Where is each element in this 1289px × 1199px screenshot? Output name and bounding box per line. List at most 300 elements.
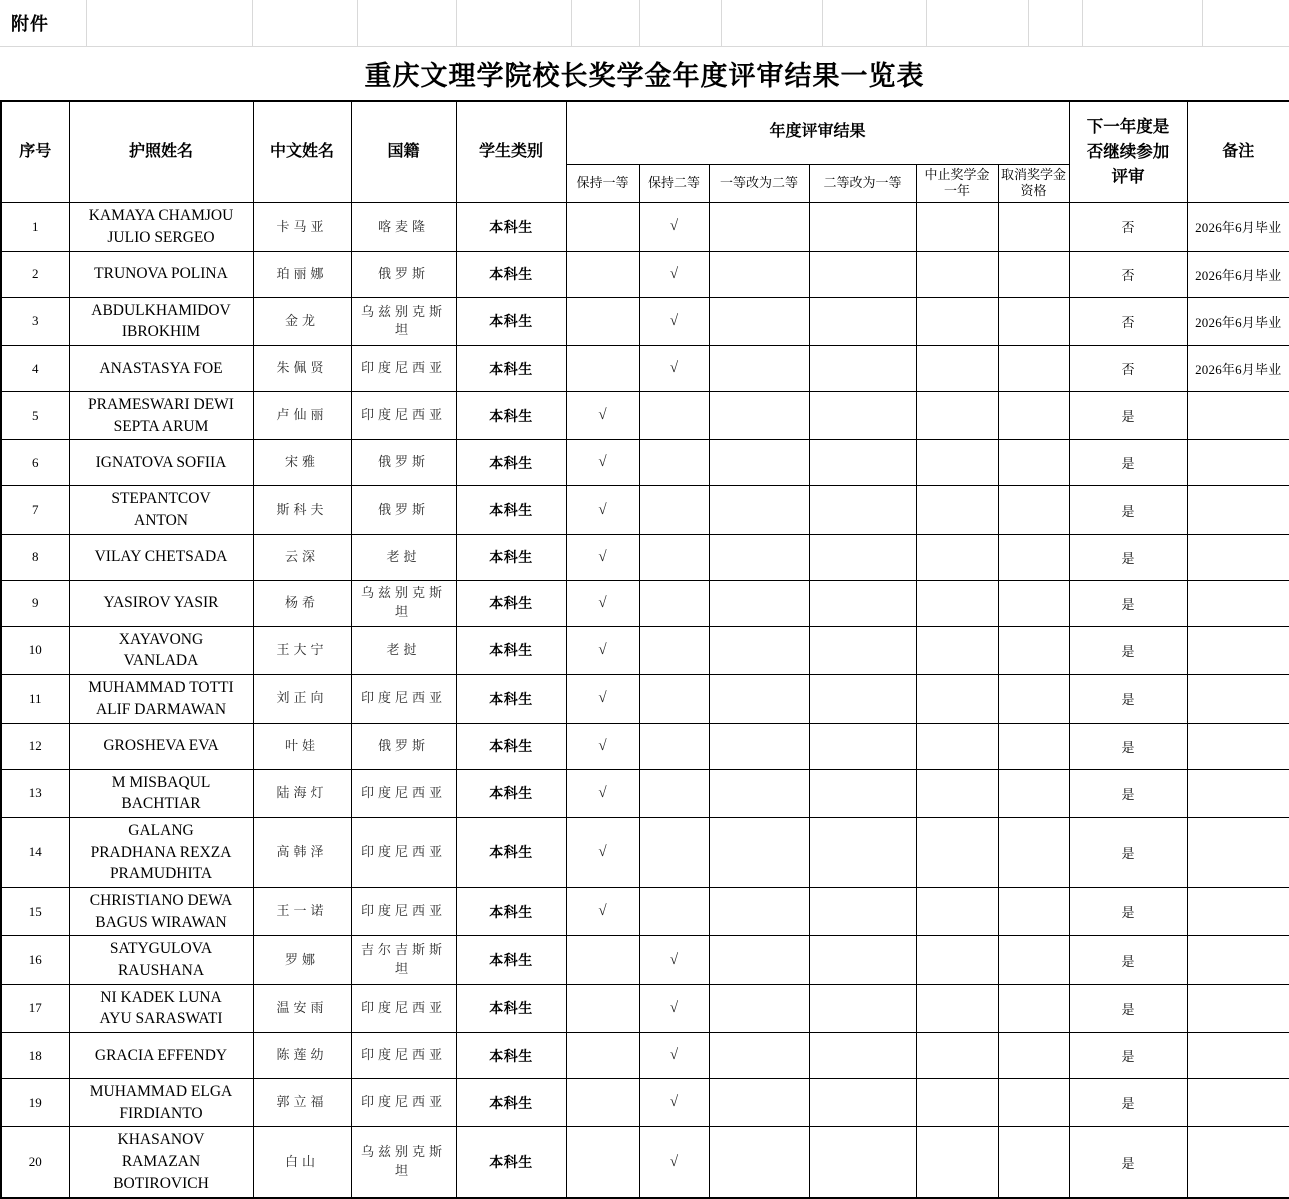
cell-keep-second-class: √ <box>639 984 709 1032</box>
cell-next-year-review: 否 <box>1069 297 1187 345</box>
cell-keep-second-class <box>639 817 709 887</box>
results-table <box>0 100 1289 1199</box>
cell-nationality: 印度尼西亚 <box>351 392 456 440</box>
cell-keep-second-class <box>639 769 709 817</box>
cell-chinese-name: 斯科夫 <box>253 486 351 534</box>
cell-no: 14 <box>1 817 69 887</box>
cell-second-to-first <box>809 626 916 674</box>
cell-cancel-qualification <box>998 626 1069 674</box>
cell-second-to-first <box>809 203 916 251</box>
student-row <box>1 486 1289 534</box>
cell-cancel-qualification <box>998 440 1069 486</box>
cell-first-to-second <box>709 817 809 887</box>
cell-remark <box>1187 626 1289 674</box>
cell-chinese-name: 珀丽娜 <box>253 251 351 297</box>
cell-chinese-name: 王大宁 <box>253 626 351 674</box>
cell-no: 12 <box>1 723 69 769</box>
cell-student-type: 本科生 <box>456 887 566 935</box>
cell-suspend-one-year <box>916 346 998 392</box>
cell-no: 18 <box>1 1033 69 1079</box>
cell-no: 17 <box>1 984 69 1032</box>
cell-suspend-one-year <box>916 626 998 674</box>
cell-next-year-review: 是 <box>1069 1079 1187 1127</box>
cell-second-to-first <box>809 817 916 887</box>
cell-cancel-qualification <box>998 534 1069 580</box>
cell-remark <box>1187 1079 1289 1127</box>
cell-chinese-name: 朱佩贤 <box>253 346 351 392</box>
empty-grid-cell <box>1083 0 1203 46</box>
cell-cancel-qualification <box>998 1033 1069 1079</box>
cell-nationality: 印度尼西亚 <box>351 346 456 392</box>
cell-nationality: 乌兹别克斯坦 <box>351 297 456 345</box>
cell-next-year-review: 是 <box>1069 723 1187 769</box>
cell-remark <box>1187 817 1289 887</box>
cell-passport-name: NI KADEK LUNA AYU SARASWATI <box>69 984 253 1032</box>
empty-grid-cell <box>640 0 722 46</box>
cell-nationality: 俄罗斯 <box>351 251 456 297</box>
cell-first-to-second <box>709 1033 809 1079</box>
col-header-cancel-qualification: 取消奖学金资格 <box>998 164 1069 203</box>
cell-no: 2 <box>1 251 69 297</box>
cell-remark: 2026年6月毕业 <box>1187 203 1289 251</box>
cell-first-to-second <box>709 203 809 251</box>
cell-first-to-second <box>709 346 809 392</box>
cell-chinese-name: 郭立福 <box>253 1079 351 1127</box>
cell-keep-second-class <box>639 486 709 534</box>
col-header-keep-second-class: 保持二等 <box>639 164 709 203</box>
cell-cancel-qualification <box>998 769 1069 817</box>
cell-keep-first-class: √ <box>566 817 639 887</box>
cell-passport-name: SATYGULOVA RAUSHANA <box>69 936 253 984</box>
cell-cancel-qualification <box>998 580 1069 626</box>
cell-keep-second-class: √ <box>639 1033 709 1079</box>
student-row <box>1 580 1289 626</box>
cell-nationality: 印度尼西亚 <box>351 887 456 935</box>
cell-next-year-review: 是 <box>1069 580 1187 626</box>
cell-student-type: 本科生 <box>456 936 566 984</box>
sheet-title: 重庆文理学院校长奖学金年度评审结果一览表 <box>364 61 925 91</box>
cell-chinese-name: 卡马亚 <box>253 203 351 251</box>
empty-grid-cell <box>1203 0 1289 46</box>
cell-suspend-one-year <box>916 887 998 935</box>
cell-student-type: 本科生 <box>456 440 566 486</box>
cell-keep-second-class <box>639 580 709 626</box>
cell-keep-first-class: √ <box>566 887 639 935</box>
cell-chinese-name: 刘正向 <box>253 675 351 723</box>
student-row <box>1 936 1289 984</box>
cell-suspend-one-year <box>916 580 998 626</box>
cell-no: 13 <box>1 769 69 817</box>
cell-passport-name: GRACIA EFFENDY <box>69 1033 253 1079</box>
cell-passport-name: CHRISTIANO DEWA BAGUS WIRAWAN <box>69 887 253 935</box>
student-row <box>1 534 1289 580</box>
cell-first-to-second <box>709 1127 809 1198</box>
cell-first-to-second <box>709 984 809 1032</box>
cell-passport-name: PRAMESWARI DEWI SEPTA ARUM <box>69 392 253 440</box>
cell-second-to-first <box>809 1127 916 1198</box>
cell-keep-first-class: √ <box>566 769 639 817</box>
student-row <box>1 251 1289 297</box>
student-row <box>1 1033 1289 1079</box>
empty-grid-cell <box>722 0 823 46</box>
cell-chinese-name: 温安雨 <box>253 984 351 1032</box>
cell-keep-first-class: √ <box>566 723 639 769</box>
cell-first-to-second <box>709 486 809 534</box>
col-header-nationality: 国籍 <box>351 101 456 203</box>
cell-nationality: 印度尼西亚 <box>351 1033 456 1079</box>
cell-first-to-second <box>709 392 809 440</box>
cell-suspend-one-year <box>916 486 998 534</box>
cell-chinese-name: 陈莲幼 <box>253 1033 351 1079</box>
student-row <box>1 1079 1289 1127</box>
cell-nationality: 俄罗斯 <box>351 723 456 769</box>
cell-next-year-review: 是 <box>1069 675 1187 723</box>
cell-student-type: 本科生 <box>456 534 566 580</box>
header-row-main <box>1 101 1289 164</box>
cell-next-year-review: 是 <box>1069 486 1187 534</box>
empty-grid-cell <box>358 0 457 46</box>
cell-cancel-qualification <box>998 723 1069 769</box>
cell-passport-name: STEPANTCOV ANTON <box>69 486 253 534</box>
cell-keep-first-class: √ <box>566 675 639 723</box>
cell-remark <box>1187 440 1289 486</box>
student-row <box>1 626 1289 674</box>
student-row <box>1 769 1289 817</box>
cell-nationality: 印度尼西亚 <box>351 984 456 1032</box>
cell-passport-name: ABDULKHAMIDOV IBROKHIM <box>69 297 253 345</box>
cell-keep-first-class: √ <box>566 580 639 626</box>
cell-passport-name: XAYAVONG VANLADA <box>69 626 253 674</box>
cell-next-year-review: 否 <box>1069 203 1187 251</box>
cell-nationality: 老挝 <box>351 626 456 674</box>
cell-suspend-one-year <box>916 203 998 251</box>
cell-passport-name: GROSHEVA EVA <box>69 723 253 769</box>
cell-remark <box>1187 769 1289 817</box>
cell-keep-first-class: √ <box>566 392 639 440</box>
cell-first-to-second <box>709 580 809 626</box>
cell-suspend-one-year <box>916 392 998 440</box>
cell-remark <box>1187 887 1289 935</box>
cell-second-to-first <box>809 580 916 626</box>
cell-student-type: 本科生 <box>456 297 566 345</box>
cell-student-type: 本科生 <box>456 769 566 817</box>
cell-suspend-one-year <box>916 675 998 723</box>
cell-cancel-qualification <box>998 936 1069 984</box>
cell-first-to-second <box>709 769 809 817</box>
cell-passport-name: GALANG PRADHANA REXZA PRAMUDHITA <box>69 817 253 887</box>
student-row <box>1 203 1289 251</box>
student-row <box>1 297 1289 345</box>
cell-keep-second-class: √ <box>639 1079 709 1127</box>
cell-passport-name: IGNATOVA SOFIIA <box>69 440 253 486</box>
cell-next-year-review: 是 <box>1069 887 1187 935</box>
cell-second-to-first <box>809 887 916 935</box>
cell-remark: 2026年6月毕业 <box>1187 297 1289 345</box>
cell-chinese-name: 金龙 <box>253 297 351 345</box>
cell-cancel-qualification <box>998 203 1069 251</box>
student-row <box>1 887 1289 935</box>
student-row <box>1 984 1289 1032</box>
cell-chinese-name: 叶娃 <box>253 723 351 769</box>
cell-student-type: 本科生 <box>456 486 566 534</box>
cell-chinese-name: 陆海灯 <box>253 769 351 817</box>
cell-remark <box>1187 675 1289 723</box>
cell-no: 5 <box>1 392 69 440</box>
cell-no: 19 <box>1 1079 69 1127</box>
empty-grid-cell <box>823 0 927 46</box>
cell-second-to-first <box>809 723 916 769</box>
cell-cancel-qualification <box>998 675 1069 723</box>
cell-no: 10 <box>1 626 69 674</box>
student-row <box>1 440 1289 486</box>
cell-keep-second-class <box>639 887 709 935</box>
cell-keep-first-class <box>566 984 639 1032</box>
cell-suspend-one-year <box>916 251 998 297</box>
cell-student-type: 本科生 <box>456 723 566 769</box>
cell-suspend-one-year <box>916 1079 998 1127</box>
cell-no: 20 <box>1 1127 69 1198</box>
cell-chinese-name: 卢仙丽 <box>253 392 351 440</box>
cell-passport-name: ANASTASYA FOE <box>69 346 253 392</box>
col-header-annual-review-result: 年度评审结果 <box>566 101 1069 164</box>
cell-next-year-review: 是 <box>1069 1033 1187 1079</box>
cell-keep-first-class <box>566 203 639 251</box>
cell-chinese-name: 宋雅 <box>253 440 351 486</box>
cell-second-to-first <box>809 534 916 580</box>
col-header-remark: 备注 <box>1187 101 1289 203</box>
cell-keep-second-class: √ <box>639 1127 709 1198</box>
cell-second-to-first <box>809 1079 916 1127</box>
cell-keep-second-class: √ <box>639 251 709 297</box>
cell-chinese-name: 高韩泽 <box>253 817 351 887</box>
cell-student-type: 本科生 <box>456 1127 566 1198</box>
cell-next-year-review: 否 <box>1069 251 1187 297</box>
cell-next-year-review: 是 <box>1069 984 1187 1032</box>
cell-keep-first-class <box>566 251 639 297</box>
cell-passport-name: M MISBAQUL BACHTIAR <box>69 769 253 817</box>
cell-next-year-review: 是 <box>1069 626 1187 674</box>
cell-student-type: 本科生 <box>456 1079 566 1127</box>
cell-next-year-review: 是 <box>1069 817 1187 887</box>
student-row <box>1 392 1289 440</box>
cell-student-type: 本科生 <box>456 626 566 674</box>
cell-cancel-qualification <box>998 1079 1069 1127</box>
cell-no: 4 <box>1 346 69 392</box>
cell-second-to-first <box>809 486 916 534</box>
cell-nationality: 乌兹别克斯坦 <box>351 1127 456 1198</box>
cell-keep-first-class: √ <box>566 534 639 580</box>
cell-no: 16 <box>1 936 69 984</box>
cell-keep-first-class <box>566 297 639 345</box>
cell-chinese-name: 白山 <box>253 1127 351 1198</box>
cell-second-to-first <box>809 936 916 984</box>
cell-next-year-review: 否 <box>1069 346 1187 392</box>
cell-keep-first-class <box>566 936 639 984</box>
cell-suspend-one-year <box>916 936 998 984</box>
cell-nationality: 乌兹别克斯坦 <box>351 580 456 626</box>
cell-student-type: 本科生 <box>456 203 566 251</box>
col-header-next-year-review: 下一年度是否继续参加评审 <box>1069 101 1187 203</box>
empty-grid-cell <box>87 0 253 46</box>
cell-next-year-review: 是 <box>1069 392 1187 440</box>
cell-keep-first-class: √ <box>566 486 639 534</box>
cell-nationality: 俄罗斯 <box>351 440 456 486</box>
cell-keep-first-class <box>566 1127 639 1198</box>
cell-remark <box>1187 1033 1289 1079</box>
cell-second-to-first <box>809 984 916 1032</box>
cell-nationality: 俄罗斯 <box>351 486 456 534</box>
cell-remark <box>1187 534 1289 580</box>
cell-cancel-qualification <box>998 392 1069 440</box>
attachment-label: 附件 <box>0 0 87 46</box>
cell-next-year-review: 是 <box>1069 769 1187 817</box>
cell-nationality: 吉尔吉斯斯坦 <box>351 936 456 984</box>
cell-remark: 2026年6月毕业 <box>1187 346 1289 392</box>
cell-next-year-review: 是 <box>1069 534 1187 580</box>
cell-student-type: 本科生 <box>456 392 566 440</box>
cell-second-to-first <box>809 392 916 440</box>
cell-suspend-one-year <box>916 534 998 580</box>
cell-nationality: 喀麦隆 <box>351 203 456 251</box>
cell-suspend-one-year <box>916 817 998 887</box>
cell-second-to-first <box>809 769 916 817</box>
cell-first-to-second <box>709 675 809 723</box>
cell-cancel-qualification <box>998 346 1069 392</box>
cell-student-type: 本科生 <box>456 1033 566 1079</box>
cell-keep-second-class: √ <box>639 936 709 984</box>
col-header-suspend-one-year: 中止奖学金一年 <box>916 164 998 203</box>
cell-next-year-review: 是 <box>1069 936 1187 984</box>
cell-second-to-first <box>809 251 916 297</box>
col-header-first-to-second: 一等改为二等 <box>709 164 809 203</box>
cell-chinese-name: 王一诺 <box>253 887 351 935</box>
cell-keep-second-class <box>639 440 709 486</box>
cell-suspend-one-year <box>916 769 998 817</box>
cell-no: 1 <box>1 203 69 251</box>
cell-remark: 2026年6月毕业 <box>1187 251 1289 297</box>
cell-keep-second-class <box>639 723 709 769</box>
cell-suspend-one-year <box>916 297 998 345</box>
cell-student-type: 本科生 <box>456 817 566 887</box>
cell-first-to-second <box>709 887 809 935</box>
cell-student-type: 本科生 <box>456 251 566 297</box>
cell-first-to-second <box>709 297 809 345</box>
cell-suspend-one-year <box>916 984 998 1032</box>
col-header-keep-first-class: 保持一等 <box>566 164 639 203</box>
cell-next-year-review: 是 <box>1069 440 1187 486</box>
cell-second-to-first <box>809 675 916 723</box>
cell-cancel-qualification <box>998 251 1069 297</box>
cell-cancel-qualification <box>998 297 1069 345</box>
cell-nationality: 印度尼西亚 <box>351 675 456 723</box>
cell-remark <box>1187 984 1289 1032</box>
col-header-second-to-first: 二等改为一等 <box>809 164 916 203</box>
cell-first-to-second <box>709 440 809 486</box>
cell-second-to-first <box>809 1033 916 1079</box>
cell-no: 3 <box>1 297 69 345</box>
cell-keep-first-class <box>566 346 639 392</box>
cell-keep-second-class <box>639 626 709 674</box>
cell-second-to-first <box>809 440 916 486</box>
cell-no: 8 <box>1 534 69 580</box>
cell-suspend-one-year <box>916 1127 998 1198</box>
cell-suspend-one-year <box>916 440 998 486</box>
cell-nationality: 印度尼西亚 <box>351 817 456 887</box>
cell-first-to-second <box>709 1079 809 1127</box>
cell-first-to-second <box>709 626 809 674</box>
cell-student-type: 本科生 <box>456 675 566 723</box>
cell-keep-second-class: √ <box>639 297 709 345</box>
cell-cancel-qualification <box>998 887 1069 935</box>
cell-suspend-one-year <box>916 1033 998 1079</box>
empty-grid-cell <box>253 0 358 46</box>
student-row <box>1 723 1289 769</box>
cell-student-type: 本科生 <box>456 580 566 626</box>
cell-remark <box>1187 486 1289 534</box>
cell-passport-name: MUHAMMAD ELGA FIRDIANTO <box>69 1079 253 1127</box>
empty-grid-cell <box>572 0 640 46</box>
cell-keep-second-class <box>639 392 709 440</box>
cell-first-to-second <box>709 723 809 769</box>
cell-first-to-second <box>709 534 809 580</box>
cell-passport-name: KHASANOV RAMAZAN BOTIROVICH <box>69 1127 253 1198</box>
cell-student-type: 本科生 <box>456 346 566 392</box>
cell-no: 9 <box>1 580 69 626</box>
cell-keep-first-class: √ <box>566 440 639 486</box>
student-row <box>1 346 1289 392</box>
cell-first-to-second <box>709 251 809 297</box>
cell-second-to-first <box>809 346 916 392</box>
cell-no: 11 <box>1 675 69 723</box>
col-header-student-type: 学生类别 <box>456 101 566 203</box>
cell-remark <box>1187 723 1289 769</box>
empty-grid-cell <box>927 0 1029 46</box>
cell-keep-first-class <box>566 1079 639 1127</box>
cell-keep-second-class <box>639 534 709 580</box>
cell-keep-second-class <box>639 675 709 723</box>
cell-passport-name: YASIROV YASIR <box>69 580 253 626</box>
cell-second-to-first <box>809 297 916 345</box>
cell-next-year-review: 是 <box>1069 1127 1187 1198</box>
student-row <box>1 817 1289 887</box>
cell-passport-name: MUHAMMAD TOTTI ALIF DARMAWAN <box>69 675 253 723</box>
student-row <box>1 675 1289 723</box>
cell-chinese-name: 罗娜 <box>253 936 351 984</box>
cell-no: 7 <box>1 486 69 534</box>
cell-chinese-name: 云深 <box>253 534 351 580</box>
cell-cancel-qualification <box>998 486 1069 534</box>
cell-chinese-name: 杨希 <box>253 580 351 626</box>
cell-nationality: 印度尼西亚 <box>351 1079 456 1127</box>
cell-cancel-qualification <box>998 817 1069 887</box>
cell-cancel-qualification <box>998 984 1069 1032</box>
col-header-no: 序号 <box>1 101 69 203</box>
cell-passport-name: KAMAYA CHAMJOU JULIO SERGEO <box>69 203 253 251</box>
cell-passport-name: VILAY CHETSADA <box>69 534 253 580</box>
cell-remark <box>1187 936 1289 984</box>
attachment-row <box>0 0 1289 47</box>
cell-cancel-qualification <box>998 1127 1069 1198</box>
cell-remark <box>1187 392 1289 440</box>
cell-keep-first-class: √ <box>566 626 639 674</box>
cell-passport-name: TRUNOVA POLINA <box>69 251 253 297</box>
cell-no: 15 <box>1 887 69 935</box>
cell-keep-second-class: √ <box>639 203 709 251</box>
cell-remark <box>1187 1127 1289 1198</box>
col-header-passport-name: 护照姓名 <box>69 101 253 203</box>
cell-remark <box>1187 580 1289 626</box>
empty-grid-cell <box>1029 0 1083 46</box>
